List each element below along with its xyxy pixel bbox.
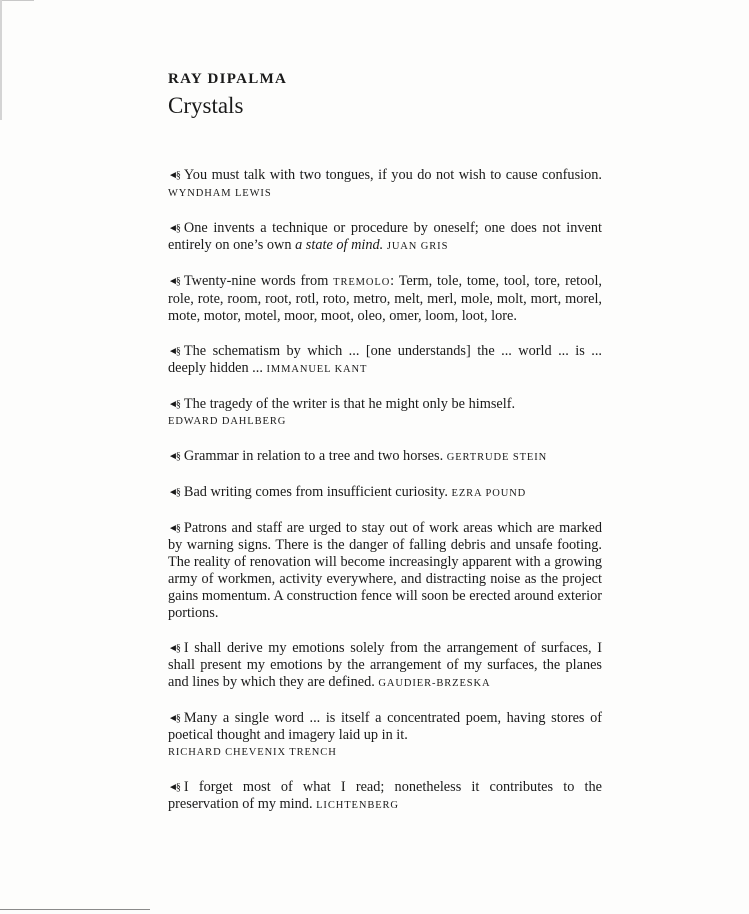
entry-8 xyxy=(168,520,602,622)
entry-text: : Term, tole, tome, tool, tore, retool, role, rote, room, root, rotl, roto, metro, melt, merl, mole, molt, mort, morel, mote, motor, motel, moor, moot, oleo, omer, loom, loot, lore. xyxy=(168,273,602,324)
entry-source: GAUDIER-BRZESKA xyxy=(378,678,491,689)
entry-7 xyxy=(168,484,602,502)
ornament-icon: ◄§ xyxy=(168,276,179,287)
piece-title: Crystals xyxy=(168,93,244,118)
ornament-icon: ◄§ xyxy=(168,399,179,410)
entry-text: I shall derive my emotions solely from the arrangement of surfaces, I shall present my emotions by the arrangement of my surfaces, the planes and lines by which they are defined. xyxy=(168,640,602,690)
ornament-icon: ◄§ xyxy=(168,782,179,793)
ornament-icon: ◄§ xyxy=(168,713,179,724)
entry-10 xyxy=(168,710,602,761)
entry-5 xyxy=(168,396,602,430)
ornament-icon: ◄§ xyxy=(168,170,179,181)
entry-9 xyxy=(168,640,602,692)
entry-6 xyxy=(168,448,602,466)
scan-edge-bottom xyxy=(0,909,150,914)
ornament-icon: ◄§ xyxy=(168,451,179,462)
ornament-icon: ◄§ xyxy=(168,487,179,498)
entry-text: Bad writing comes from insufficient curiosity. xyxy=(183,484,448,500)
ornament-icon: ◄§ xyxy=(168,223,179,234)
entry-source: GERTRUDE STEIN xyxy=(446,452,548,463)
entry-source: RICHARD CHEVENIX TRENCH xyxy=(168,747,337,758)
entry-3 xyxy=(168,273,602,325)
scan-edge-left xyxy=(0,0,10,120)
entry-lead: Twenty-nine words from xyxy=(183,273,329,289)
entry-title-word: TREMOLO xyxy=(333,277,391,288)
ornament-icon: ◄§ xyxy=(168,643,179,654)
author-name: RAY DIPALMA xyxy=(168,71,288,87)
entry-text: The schematism by which ... [one understands] the ... world ... is ... deeply hidden ... xyxy=(168,343,602,376)
entry-text: I forget most of what I read; nonetheless it contributes to the preservation of my mind. xyxy=(168,779,602,812)
entry-text: The tragedy of the writer is that he might only be himself. xyxy=(183,396,516,412)
entry-source: EDWARD DAHLBERG xyxy=(168,416,287,427)
ornament-icon: ◄§ xyxy=(168,346,179,357)
entry-source: LICHTENBERG xyxy=(316,800,399,811)
entry-2 xyxy=(168,220,602,255)
entry-source: EZRA POUND xyxy=(451,488,527,499)
entry-source: IMMANUEL KANT xyxy=(266,364,368,375)
entry-source: JUAN GRIS xyxy=(386,241,449,252)
entry-text: One invents a technique or procedure by oneself; one does not invent entirely on one’s own xyxy=(168,220,602,253)
ornament-icon: ◄§ xyxy=(168,523,179,534)
aphorism-list xyxy=(168,167,602,814)
entry-text: Grammar in relation to a tree and two horses. xyxy=(183,448,444,464)
entry-italic: a state of mind. xyxy=(295,237,384,253)
entry-11 xyxy=(168,779,602,814)
entry-1 xyxy=(168,167,602,202)
document-page xyxy=(168,70,602,832)
entry-4 xyxy=(168,343,602,378)
entry-text: Many a single word ... is itself a concentrated poem, having stores of poetical thought and imagery laid up in it. xyxy=(168,710,602,743)
entry-text: Patrons and staff are urged to stay out of work areas which are marked by warning signs. There is the danger of falling debris and unsafe footing. The reality of renovation will become increasingly apparent with a growing army of workmen, activity everywhere, and distracting noise as the project gains momentum. A construction fence will soon be erected around exterior portions. xyxy=(168,520,602,621)
entry-text: You must talk with two tongues, if you do not wish to cause confusion. xyxy=(183,167,602,183)
entry-source: WYNDHAM LEWIS xyxy=(168,188,272,199)
